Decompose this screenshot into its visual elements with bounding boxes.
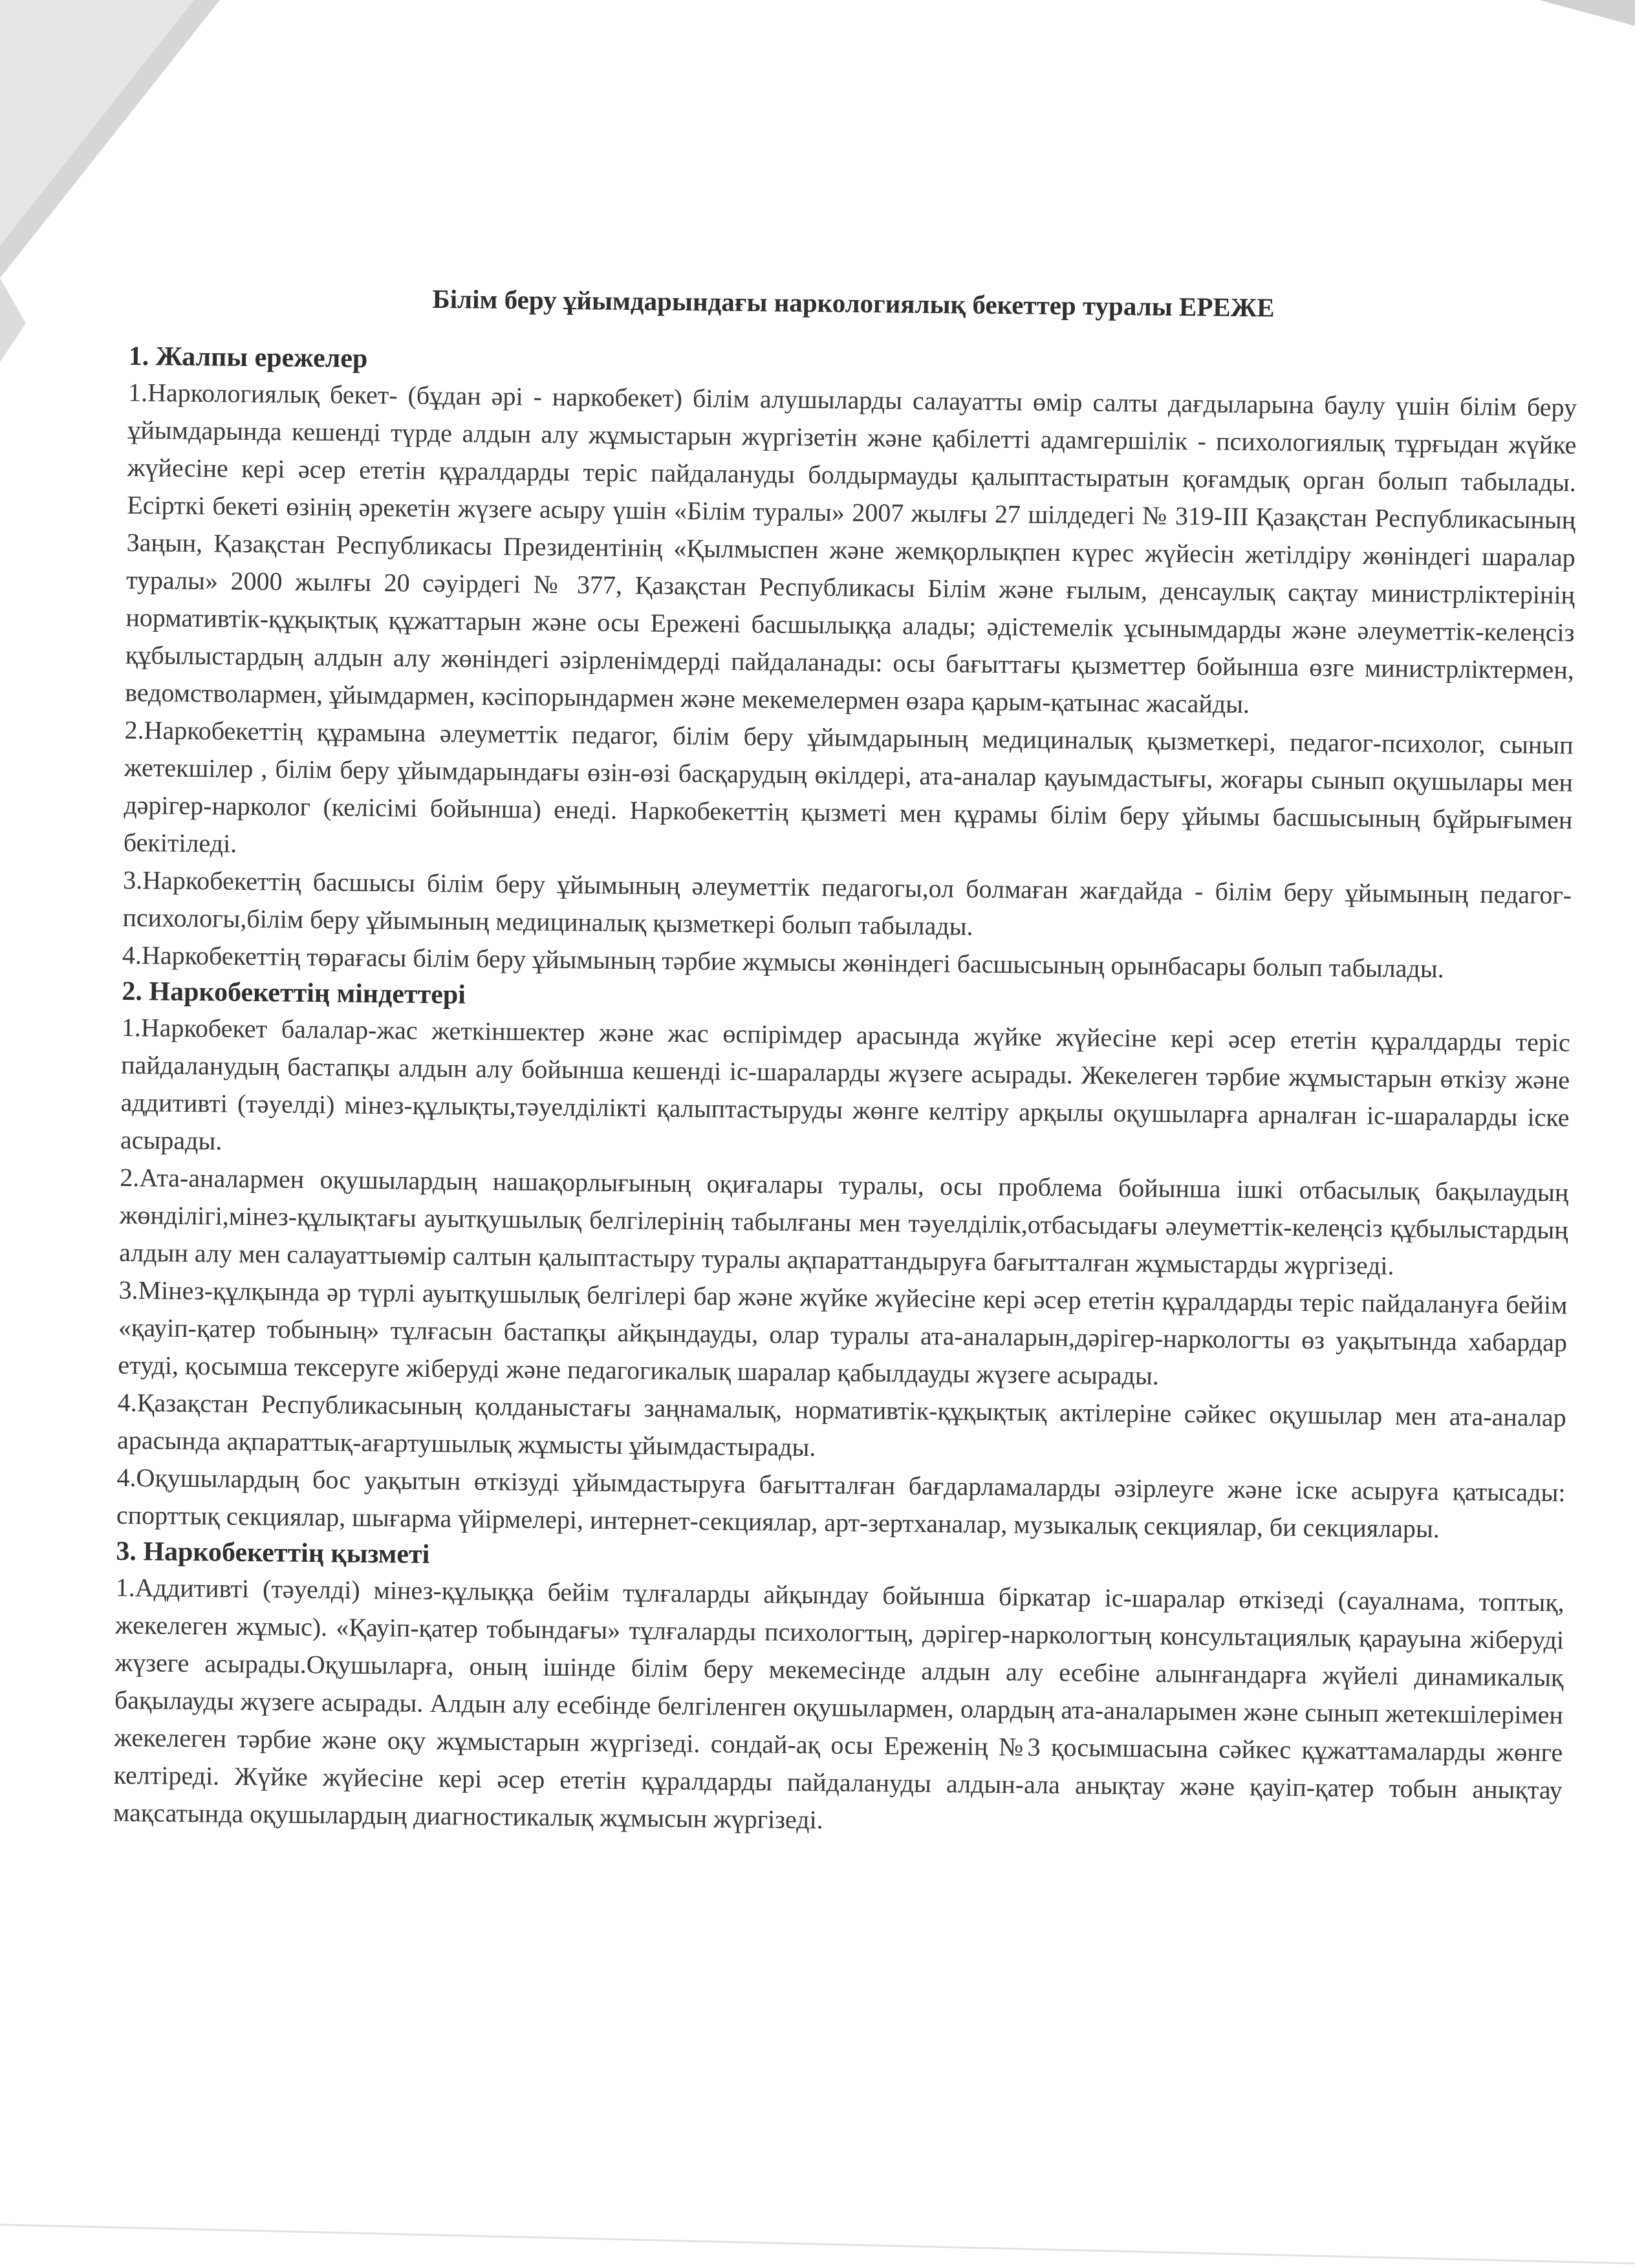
paragraph: 1.Наркологиялық бекет- (бұдан әрі - наркобекет) білім алушыларды салауатты өмір салты дағдыларына баулу үшін білім беру ұйымдарында кешенді түрде алдын алу жұмыстарын жүргізетін және қабілетті адамгершілік - психологиялық тұрғыдан жүйке жүйесіне кері әсер ететін құралдарды теріс пайдалануды болдырмауды қалыптастыратын қоғамдық орган болып табылады. Есірткі бекеті өзінің әрекетін жүзеге асыру үшін «Білім туралы» 2007 жылғы 27 шілдедегі № 319-ІІІ Қазақстан Республикасының Заңын, Қазақстан Республикасы Президентінің «Қылмыспен және жемқорлықпен күрес жүйесін жетілдіру жөніндегі шаралар туралы» 2000 жылғы 20 сәуірдегі № 377, Қазақстан Республикасы Білім және ғылым, денсаулық сақтау министрліктерінің нормативтік-құқықтық құжаттарын және осы Ережені басшылыққа алады; әдістемелік ұсынымдарды және әлеуметтік-келеңсіз құбылыстардың алдын алу жөніндегі әзірленімдерді пайдаланады: осы бағыттағы қызметтер бойынша өзге министрліктермен, ведомстволармен, ұйымдармен, кәсіпорындармен және мекемелермен өзара қарым-қатынас жасайды. bbox=[125, 377, 1577, 719]
section-heading: 2. Наркобекеттің міндеттері bbox=[122, 976, 466, 1010]
paragraph: 1.Аддитивті (тәуелді) мінез-құлыққа бейім тұлғаларды айқындау бойынша біркатар іс-шаралар өткізеді (сауалнама, топтық, жекелеген жұмыс). «Қауіп-қатер тобындағы» тұлғаларды психологтың, дәрігер-наркологтың консультациялық қарауына жіберуді жүзеге асырады.Оқушыларға, оның ішінде білім беру мекемесінде алдын алу есебіне алынғандарға жүйелі динамикалық бақылауды жүзеге асырады. Алдын алу есебінде белгіленген оқушылармен, олардың ата-аналарымен және сынып жетекшілерімен жекелеген тәрбие және оқу жұмыстарын жүргізеді. сондай-ақ осы Ереженің №3 қосымшасына сәйкес құжаттамаларды жөнге келтіреді. Жүйке жүйесіне кері әсер ететін құралдарды пайдалануды алдын-ала анықтау және қауіп-қатер тобын анықтау мақсатында оқушылардың диагностикалық жұмысын жүргізеді. bbox=[113, 1572, 1565, 1835]
section-tasks bbox=[116, 974, 1571, 1549]
section-general bbox=[122, 339, 1577, 989]
paragraph: 1.Наркобекет балалар-жас жеткіншектер және жас өспірімдер арасында жүйке жүйесіне кері әсер ететін құралдарды теріс пайдаланудың бастапқы алдын алу бойынша кешенді іс-шараларды жүзеге асырады. Жекелеген тәрбие жұмыстарын өткізу және аддитивті (тәуелді) мінез-құлықты,тәуелділікті қалыптастыруды жөнге келтіру арқылы оқушыларға арналған іс-шараларды іске асырады. bbox=[120, 1012, 1570, 1156]
paragraph: 2.Наркобекеттің құрамына әлеуметтік педагог, білім беру ұйымдарының медициналық қызметкері, педагог-психолог, сынып жетекшілер , білім беру ұйымдарындағы өзін-өзі басқарудың өкілдері, ата-аналар қауымдастығы, жоғары сынып оқушылары мен дәрігер-нарколог (келісімі бойынша) енеді. Наркобекеттің қызметі мен құрамы білім беру ұйымы басшысының бұйрығымен бекітіледі. bbox=[123, 715, 1574, 858]
paragraph: 4.Оқушылардың бос уақытын өткізуді ұйымдастыруға бағытталған бағдарламаларды әзірлеуге және іске асыруға қатысады: спорттық секциялар, шығарма үйірмелері, интернет-секциялар, арт-зертханалар, музыкалық секциялар, би секциялары. bbox=[116, 1462, 1566, 1544]
paragraph: 4.Наркобекеттің төрағасы білім беру ұйымының тәрбие жұмысы жөніндегі басшысының орынбасары болып табылады. bbox=[122, 940, 1444, 984]
paragraph: 2.Ата-аналармен оқушылардың нашақорлығының оқиғалары туралы, осы проблема бойынша ішкі отбасылық бақылаудың жөнділігі,мінез-құлықтағы ауытқушылық белгілерінің табылғаны мен тәуелділік,отбасыдағы әлеуметтік-келеңсіз құбылыстардың алдын алу мен салауаттыөмір салтын қалыптастыру туралы ақпараттандыруға бағытталған жұмыстарды жүргізеді. bbox=[118, 1162, 1569, 1280]
paragraph: 4.Қазақстан Республикасының қолданыстағы заңнамалық, нормативтік-құқықтық актілеріне сәйкес оқушылар мен ата-аналар арасында ақпараттық-ағартушылық жұмысты ұйымдастырады. bbox=[116, 1387, 1566, 1462]
section-heading: 3. Наркобекеттің қызметі bbox=[116, 1536, 430, 1570]
section-heading: 1. Жалпы ережелер bbox=[128, 341, 368, 374]
document-page bbox=[113, 278, 1578, 1846]
document-title: Білім беру ұйымдарындағы наркологиялық бекеттер туралы ЕРЕЖЕ bbox=[432, 283, 1275, 323]
paragraph: 3.Наркобекеттің басшысы білім беру ұйымының әлеуметтік педагогы,ол болмаған жағдайда - білім беру ұйымының педагог-психологы,білім беру ұйымының медициналық қызметкері болып табылады. bbox=[122, 865, 1572, 941]
paragraph: 3.Мінез-құлқында әр түрлі ауытқушылық белгілері бар және жүйке жүйесіне кері әсер ететін құралдарды теріс пайдалануға бейім «қауіп-қатер тобының» тұлғасын бастапқы айқындауды, олар туралы ата-аналарын,дәрігер-наркологты өз уақытында хабардар етуді, қосымша тексеруге жіберуді және педагогикалық шаралар қабылдауды жүзеге асырады. bbox=[118, 1275, 1568, 1390]
section-activity bbox=[113, 1534, 1565, 1846]
